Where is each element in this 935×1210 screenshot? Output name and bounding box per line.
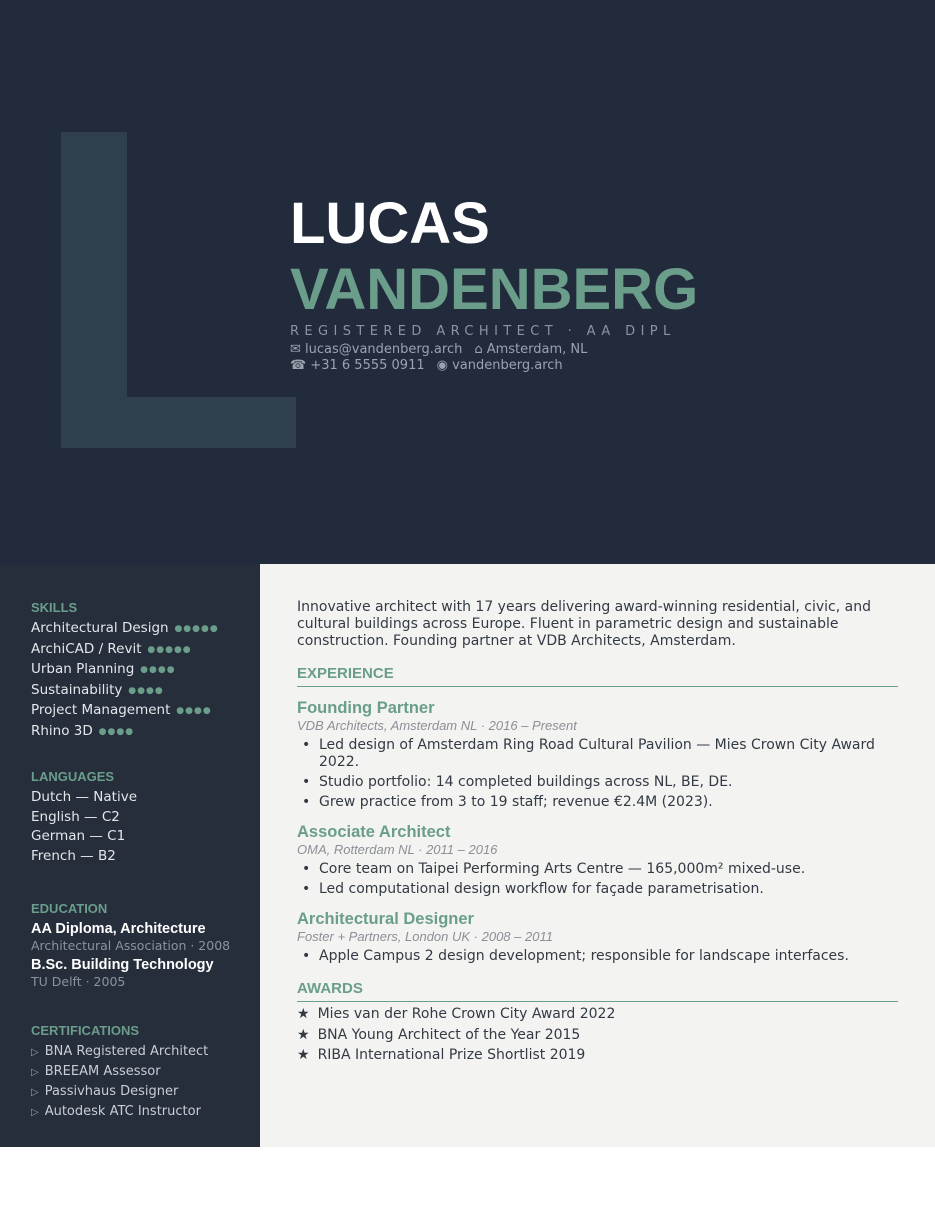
award-name: BNA Young Architect of the Year 2015 — [317, 1026, 581, 1043]
sidebar — [0, 564, 260, 1147]
job-meta: VDB Architects, Amsterdam NL · 2016 – Present — [297, 718, 577, 733]
phone-icon: ☎ — [290, 358, 307, 373]
skill-level-dots: ●●●●● — [143, 644, 192, 655]
certifications-section — [31, 1022, 256, 1122]
job-meta: Foster + Partners, London UK · 2008 – 2011 — [297, 929, 553, 944]
skill-item — [31, 619, 256, 640]
web-icon: ◉ — [436, 358, 448, 373]
triangle-icon: ▷ — [31, 1067, 39, 1078]
job-title: Architectural Designer — [297, 910, 474, 928]
certification-item — [31, 1102, 256, 1122]
languages-title: LANGUAGES — [31, 769, 115, 784]
certification-name: BREEAM Assessor — [44, 1064, 161, 1079]
job-bullets — [297, 861, 898, 898]
education-degree: B.Sc. Building Technology — [31, 957, 214, 973]
certification-item — [31, 1082, 256, 1102]
certifications-title: CERTIFICATIONS — [31, 1023, 140, 1038]
contact-item — [474, 342, 587, 357]
languages-section — [31, 768, 256, 866]
job-bullet: • Studio portfolio: 14 completed buildings across NL, BE, DE. — [297, 774, 898, 791]
education-title: EDUCATION — [31, 901, 108, 916]
job-bullets — [297, 948, 898, 965]
job-bullet: • Led computational design workflow for façade parametrisation. — [297, 881, 898, 898]
award-item — [297, 1004, 615, 1025]
award-name: Mies van der Rohe Crown City Award 2022 — [317, 1006, 616, 1022]
language-item: French — B2 — [31, 847, 116, 864]
job-bullet: • Grew practice from 3 to 19 staff; revenue €2.4M (2023). — [297, 794, 898, 811]
job-subtitle: REGISTERED ARCHITECT · AA DIPL — [290, 324, 676, 339]
main-content — [260, 564, 935, 1147]
skill-level-dots: ●●●● — [124, 685, 164, 696]
skill-level-dots: ●●●● — [136, 665, 176, 675]
skill-name: Sustainability — [31, 681, 123, 698]
skill-name: ArchiCAD / Revit — [31, 640, 142, 657]
triangle-icon: ▷ — [31, 1047, 39, 1058]
education-section — [31, 900, 256, 992]
certification-name: Autodesk ATC Instructor — [44, 1104, 201, 1119]
star-icon: ★ — [297, 1047, 310, 1063]
envelope-icon: ✉ — [290, 342, 301, 357]
skill-name: Project Management — [31, 702, 171, 718]
award-item — [297, 1045, 615, 1066]
education-school: TU Delft · 2005 — [31, 974, 126, 989]
home-icon: ⌂ — [474, 342, 483, 357]
awards-title: AWARDS — [297, 980, 898, 1002]
skill-item — [31, 660, 256, 681]
skill-item — [31, 701, 256, 722]
contact-item — [290, 358, 425, 373]
triangle-icon: ▷ — [31, 1087, 39, 1098]
job-title: Associate Architect — [297, 823, 451, 841]
summary-text: Innovative architect with 17 years delivering award-winning residential, civic, and cultural buildings across Europe. Fluent in parametric design and sustainable construction. Founding partner at VDB Architects, Amsterdam. — [297, 599, 871, 649]
skill-level-dots: ●●●● — [94, 726, 135, 737]
contact-line-2 — [290, 358, 563, 373]
job-bullet: • Core team on Taipei Performing Arts Centre — 165,000m² mixed-use. — [297, 861, 898, 878]
language-item: English — C2 — [31, 808, 120, 825]
job-bullet: • Led design of Amsterdam Ring Road Cultural Pavilion — Mies Crown City Award 2022. — [297, 737, 898, 770]
award-item — [297, 1025, 615, 1046]
certification-item — [31, 1062, 256, 1082]
contact-text: lucas@vandenberg.arch — [300, 342, 463, 357]
contact-text: vandenberg.arch — [447, 358, 563, 373]
certification-name: BNA Registered Architect — [44, 1044, 209, 1059]
first-name: LUCAS — [290, 191, 490, 256]
contact-line-1 — [290, 342, 587, 357]
certification-item — [31, 1042, 256, 1062]
job-entry — [297, 822, 898, 901]
skills-title: SKILLS — [31, 600, 78, 615]
header-banner — [0, 0, 935, 564]
skill-item — [31, 722, 256, 743]
skills-section — [31, 599, 256, 742]
skill-item — [31, 640, 256, 661]
triangle-icon: ▷ — [31, 1107, 39, 1118]
award-name: RIBA International Prize Shortlist 2019 — [317, 1047, 586, 1063]
skill-name: Architectural Design — [31, 620, 169, 636]
skill-level-dots: ●●●●● — [170, 624, 219, 634]
skill-name: Rhino 3D — [31, 722, 93, 739]
job-entry — [297, 909, 898, 968]
education-school: Architectural Association · 2008 — [31, 938, 231, 953]
education-degree: AA Diploma, Architecture — [31, 921, 206, 937]
language-item: German — C1 — [31, 828, 126, 844]
star-icon: ★ — [297, 1026, 310, 1043]
star-icon: ★ — [297, 1006, 310, 1022]
contact-text: Amsterdam, NL — [482, 342, 588, 357]
job-title: Founding Partner — [297, 699, 435, 717]
awards-list — [297, 1004, 615, 1066]
monogram-letter — [61, 132, 296, 448]
job-bullets — [297, 737, 898, 810]
job-entry — [297, 698, 898, 814]
skill-item — [31, 681, 256, 702]
contact-item — [290, 342, 462, 357]
job-bullet: • Apple Campus 2 design development; responsible for landscape interfaces. — [297, 948, 898, 965]
certification-name: Passivhaus Designer — [44, 1084, 179, 1099]
skill-name: Urban Planning — [31, 661, 135, 677]
language-item: Dutch — Native — [31, 789, 138, 805]
skill-level-dots: ●●●● — [172, 706, 212, 716]
contact-text: +31 6 5555 0911 — [306, 358, 425, 373]
contact-item — [437, 358, 563, 373]
job-meta: OMA, Rotterdam NL · 2011 – 2016 — [297, 842, 498, 857]
experience-title: EXPERIENCE — [297, 665, 898, 687]
last-name: VANDENBERG — [290, 257, 699, 322]
